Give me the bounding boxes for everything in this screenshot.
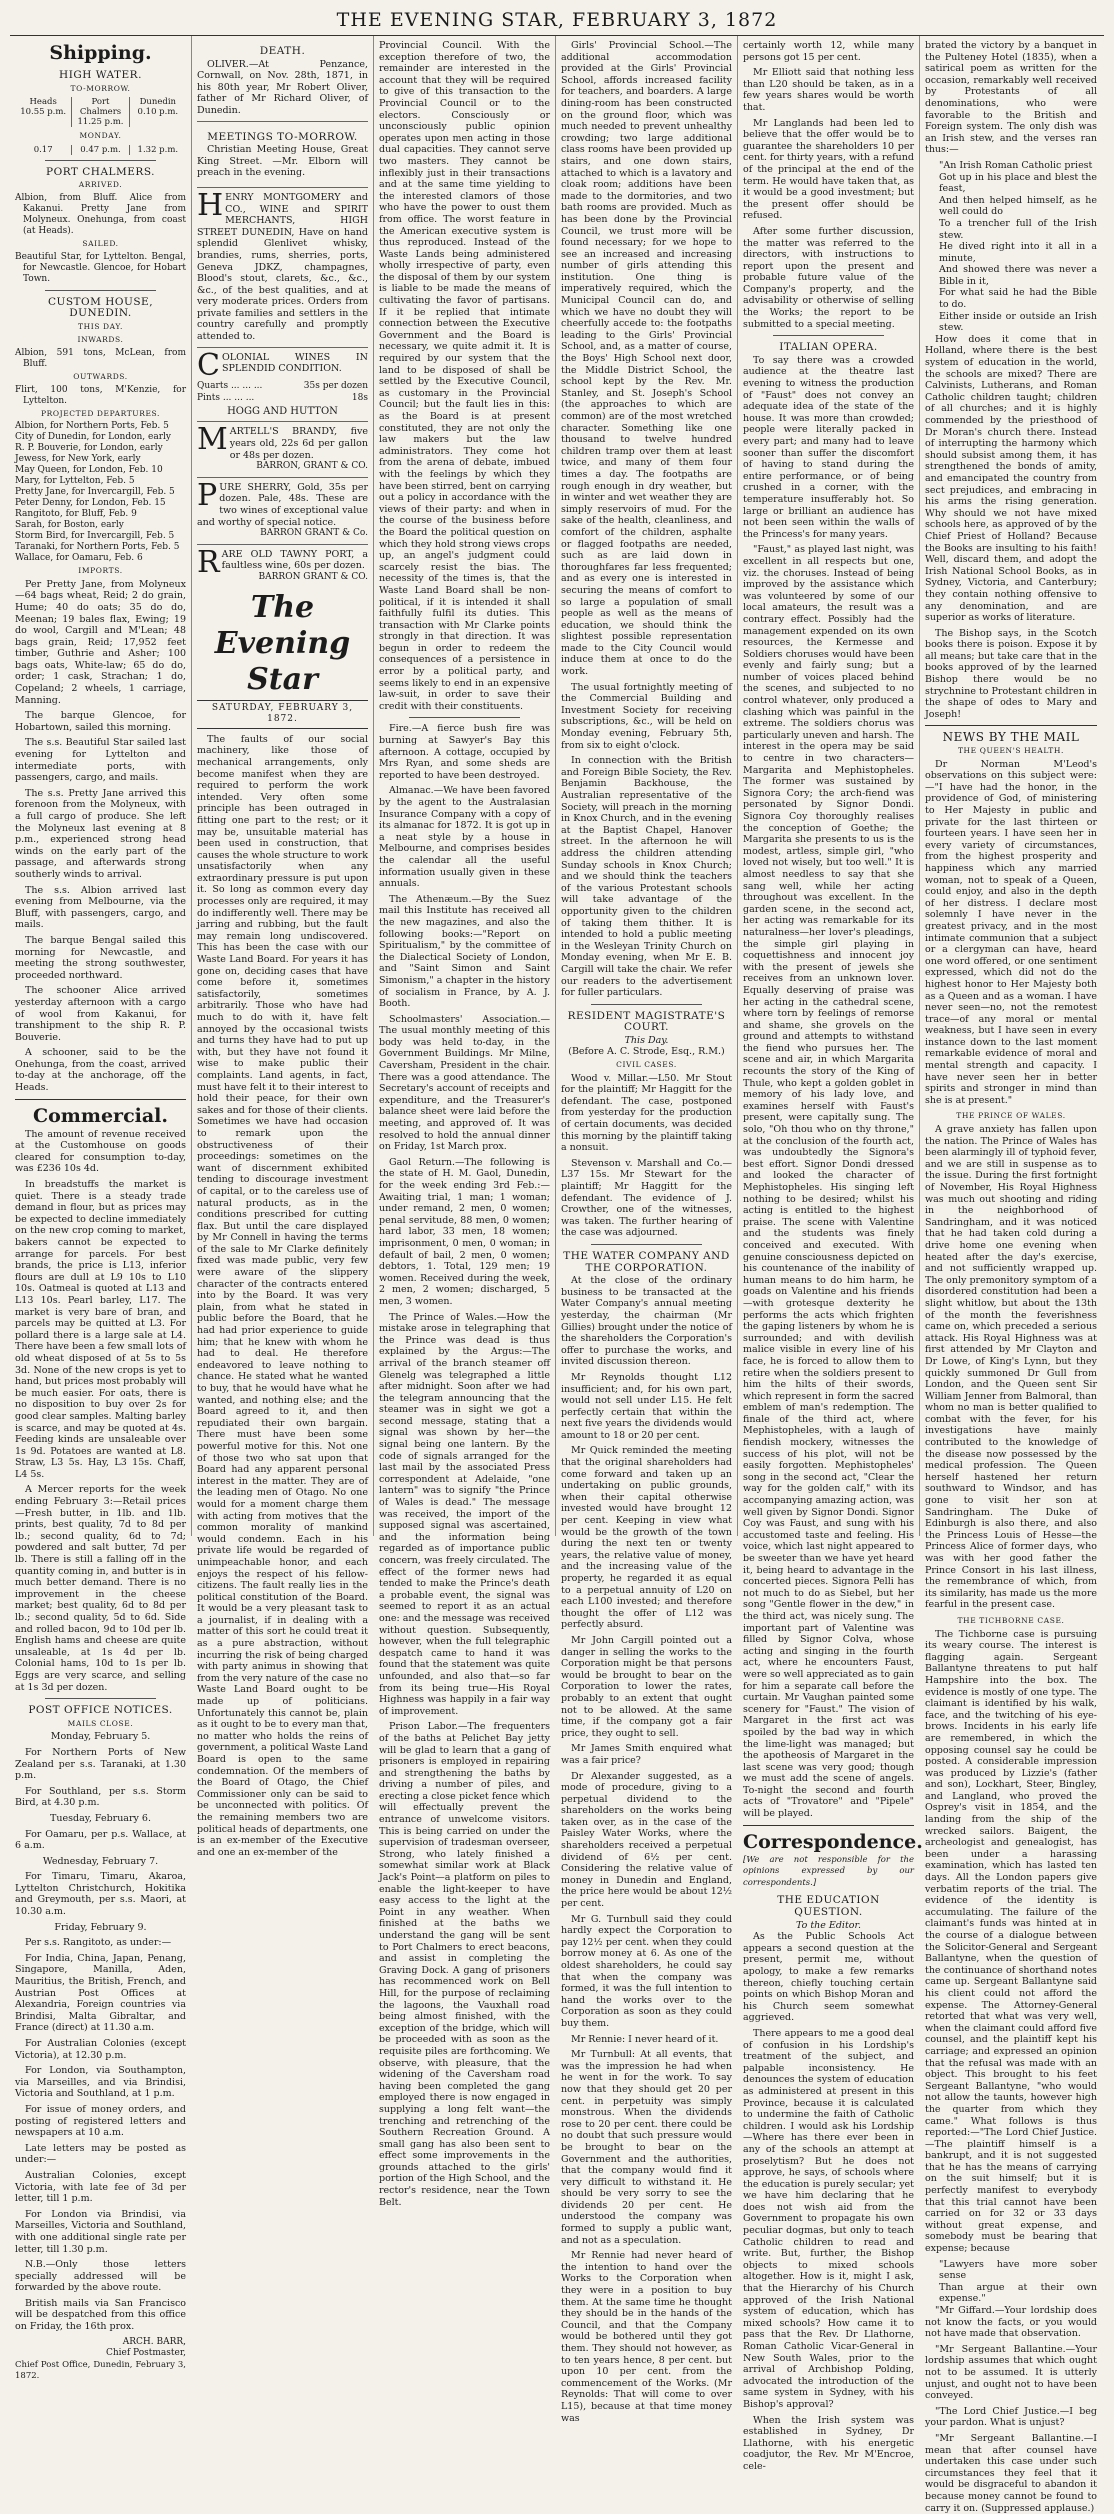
rm-court-heading: RESIDENT MAGISTRATE'S COURT.	[567, 1009, 726, 1034]
divider	[773, 335, 884, 336]
high-water-heading: HIGH WATER.	[59, 69, 142, 81]
imports-label: IMPORTS.	[78, 566, 123, 576]
column-6	[920, 36, 1102, 2514]
price-label: Pints ... ... ...	[197, 393, 255, 404]
monday-label: MONDAY.	[79, 131, 122, 141]
sailed-list: Beautiful Star, for Lyttelton. Bengal, for Newcastle. Glencoe, for Hobart Town.	[15, 251, 186, 284]
list-item: Taranaki, for Northern Ports, Feb. 5	[15, 542, 180, 553]
news-item: Girls' Provincial School.—The additional accommodation provided at the Girls' Provincial School, affords increased facility for teachers, and boarders. A large dining-room has been constructed on the ground floor, which was much needed to prevent unhealthy crowding; two large additional class rooms have been provided up stairs, and one down stairs, attached to which is a lavatory and cloak room; additions have been made to the dormitories, and two bath rooms are provided. Much as has been done by the Provincial Council, we trust more will be found necessary; for we hope to see an increased and increasing number of girls attending this institution. One thing is imperatively required, which the Municipal Council can do, and which we have no doubt they will cheerfully accede to: the footpaths leading to the Girls' Provincial School, and, as a matter of course, the Boys' High School next door, the Middle District School, the school kept by the Rev. Mr. Stanley, and St. Joseph's School (the approaches to which are common) are of the most wretched character. Something like one thousand to twelve hundred children tramp over them at least twice, and many of them four times a day. The footpaths are rough enough in dry weather, but in winter and wet weather they are simply reservoirs of mud. For the sake of the health, cleanliness, and comfort of the children, asphalte or flagged footpaths are needed, such as are laid down in thoroughfares far less frequented; and as every one is interested in securing the means of comfort to so large a population of small people as well as the means of education, we should think the slightest possible representation made to the City Council would induce them at once to do the work.	[561, 40, 732, 678]
projected-list	[15, 421, 186, 564]
list-item: Wallace, for Oamaru, Feb. 6	[15, 553, 143, 564]
opera-para: "Faust," as played last night, was excellent in all respects but one, viz. the choruses. Instead of being improved by the assistance which was volunteered by some of our local amateurs, the result was a contrary effect. Possibly had the management expended on its own resources, the Kermesse and Soldiers choruses would have been evenly and fairly sung; but a number of voices placed behind the scenes, and subjected to no control whatever, only produced a clashing which was painful in the extreme. The soldiers chorus was particularly uneven and harsh. The interest in the opera may be said to centre in two characters—Margarita and Mephistopheles. The former was sustained by Signora Cory; the arch-fiend was personated by Signor Dondi. Signora Coy thoroughly realises the conception of Goethe; the Margarita she presents to us is the modest, artless, simple girl, "who loved not wisely, but too well." It is almost needless to say that she sang well, while her acting throughout was excellent. In the garden scene, in the second act, her acting was remarkable for its naturalness—her lover's pleadings, the simple girl playing in coquettishness and innocent joy with the present of jewels she receives from an unknown lover. Equally deserving of praise was her acting in the cathedral scene, where torn by feelings of remorse and shame, she grovels on the ground and attempts to withstand the fiend who pursues her. The scene and air, in which Margarita recounts the story of the King of Thule, who kept a golden goblet in memory of his lady love, and examines herself with Faust's present, were capitally sung. The solo, "Oh thou who on thy throne," at the conclusion of the fourth act, was undoubtedly the Signora's best effort. Signor Dondi dressed and looked the character of Mephistopheles. His singing left nothing to be desired; whilst his acting is entitled to the highest praise. The scene with Valentine and the students was finely conceived and executed. With genuine consciousness depicted on his countenance of the inability of human means to do him harm, he goads on Valentine and his friends—with grotesque dexterity he performs the acts which frighten the gaping listeners by whom he is surrounded; and with devilish malice visible in every line of his face, he is forced to allow them to retire when the soldiers present to him the hilts of their swords, which represent in form the sacred emblem of man's redemption. The finale of the third act, where Mephistopheles, with a laugh of fiendish mockery, witnesses the success of his plot, will not be easily forgotten. Mephistopheles' song in the second act, "Clear the way for the golden calf," with its accompanying amazing action, was well given by Signor Dondi. Signor Coy was Faust, and sung with his accustomed taste and feeling. His voice, which last night appeared to be sweeter than we have yet heard it, being heard to advantage in the concerted pieces. Signora Pelli has not much to do as Siebel, but her song "Gentle flower in the dew," in the third act, was nicely sung. The important part of Valentine was filled by Signor Colva, whose acting and singing in the fourth act, where he encounters Faust, were so well appreciated as to gain for him a separate call before the curtain. Mr Vaughan painted some scenery for "Faust." The vision of Margaret in the first act was spoiled by the bad way in which the lime-light was managed; but the apotheosis of Margaret in the last scene was very good; though we must add the scene of angels. To-night the second and fourth acts of "Trovatore" and "Pipele" will be played.	[743, 544, 914, 1820]
sailed-label: SAILED.	[82, 238, 119, 248]
price-row	[197, 393, 368, 405]
postmaster-signature: ARCH. BARR,	[122, 2336, 186, 2347]
water-para: After some further discussion, the matter was referred to the directors, with instructions to report upon the present and probable future value of the Company's property, and the advisability or otherwise of selling the Works; the report to be submitted to a special meeting.	[743, 225, 914, 330]
price-label: Quarts ... ... ...	[197, 380, 263, 391]
list-item: Storm Bird, for Invercargill, Feb. 5	[15, 531, 175, 542]
post-para: For Northern Ports of New Zealand per s.s. Taranaki, at 1.30 p.m.	[15, 1746, 186, 1782]
news-para: "Mr Giffard.—Your lordship does not know the facts, or you would not have made that observation.	[925, 2305, 1097, 2340]
outwards-label: OUTWARDS.	[73, 371, 128, 381]
water-para: Mr G. Turnbull said they could hardly expect the Corporation to pay 12½ per cent. when they could borrow money at 6. As one of the oldest shareholders, he could say that when the company was formed, it was the full intention to hand the works over to the Corporation as soon as they could buy them.	[561, 1913, 732, 2029]
commercial-para: A Mercer reports for the week ending February 3:—Retail prices—Fresh butter, in 1lb. and 1lb. prints, best quality, 7d to 8d per lb.; second quality, 6d to 7d; powdered and salt butter, 7d per lb. There is still a falling off in the quantity coming in, and butter is in much better demand. There is no improvement in the cheese market; best quality, 6d to 8d per lb.; second quality, 5d to 6d. Side and rolled bacon, 9d to 10d per lb. English hams and cheese are quite unsaleable, at 1s 4d per lb. Colonial hams, 10d to 1s per lb. Eggs are very scarce, and selling at 1s 3d per dozen.	[15, 1484, 186, 1693]
advert-sherry	[197, 477, 368, 544]
tide-time: 10.55 p.m.	[20, 107, 67, 118]
shipping-news: The s.s. Pretty Jane arrived this forenoon from the Molyneux, with a full cargo of produce. She left the Molyneux last evening at 8 p.m., experienced strong head winds on the early part of the passage, and afterwards strong southerly winds to arrival.	[15, 787, 186, 880]
verse-line: To a trencher full of the Irish stew.	[939, 217, 1097, 241]
water-para: certainly worth 12, while many persons got 15 per cent.	[743, 40, 914, 63]
water-para: Mr John Cargill pointed out a danger in selling the works to the Corporation might be that persons would be brought to bear on the Corporation to lower the rates, probably to an extent that ought not to be allowed. At the same time, if the company got a fair price, they ought to sell.	[561, 1634, 732, 1739]
tide-time: 1.32 p.m.	[137, 144, 179, 155]
meetings-text: Christian Meeting House, Great King Street. —Mr. Elborn will preach in the evening.	[197, 144, 368, 179]
post-para: Late letters may be posted as under:—	[15, 2142, 186, 2166]
drop-cap: C	[197, 347, 220, 383]
tide-dunedin	[130, 97, 186, 127]
advert-text: URE SHERRY, Gold, 35s per dozen. Pale, 48s. These are two wines of exceptional value and worthy of special notice.	[197, 481, 368, 528]
tide-place: Heads	[29, 97, 57, 108]
commercial-para: The amount of revenue received at the Customhouse on goods cleared for consumption to-day, was £236 10s 4d.	[15, 1128, 186, 1175]
advert-colonial-wines	[197, 347, 368, 422]
water-para: Mr Elliott said that nothing less than L20 should be taken, as in a few years shares would be worth that.	[743, 67, 914, 113]
post-para: For London via Brindisi, via Marseilles, Victoria and Southland, with one additional single rate per letter, till 1.30 p.m.	[15, 2208, 186, 2255]
news-para: "The Lord Chief Justice.—I beg your pardon. What is unjust?	[925, 2405, 1097, 2429]
tide-place: Port Chalmers	[79, 97, 122, 118]
imports-text: Per Pretty Jane, from Molyneux—64 bags wheat, Reid; 2 do grain, Hume; 40 do oats; 35 do do, Meenan; 19 bales flax, Ewing; 19 do wool, Cargill and M'Lean; 48 bags grain, Reid; 17,952 feet timber, Guthrie and Asher; 100 bags oats, White-law; 65 do do, order; 1 cask, Strachan; 1 do, Copeland; 2 wheels, 1 carriage, Manning.	[15, 578, 186, 706]
news-item: Fire.—A fierce bush fire was burning at Sawyer's Bay this afternoon. A cottage, occupied by Mrs Ryan, and some sheds are reported to have been destroyed.	[379, 723, 550, 781]
queens-health-label: THE QUEEN'S HEALTH.	[957, 746, 1065, 756]
post-para: For Timaru, Timaru, Akaroa, Lyttelton Christchurch, Hokitika and Greymouth, per s.s. Maori, at 10.30 a.m.	[15, 1871, 186, 1918]
masthead: THE EVENING STAR, FEBRUARY 3, 1872	[10, 7, 1104, 36]
news-para: "Mr Sergeant Ballantine.—I mean that after counsel have undertaken this case under such circumstances they feel that it would be disgraceful to abandon it because money cannot be found to carry it on. (Suppressed applause.)	[925, 2432, 1097, 2514]
commercial-heading: Commercial.	[32, 1104, 169, 1127]
tide-place: Dunedin	[139, 97, 177, 108]
divider	[45, 290, 156, 291]
list-item: Jewess, for New York, early	[15, 454, 141, 465]
verse-line: Got up in his place and blest the feast,	[939, 171, 1097, 195]
post-para: Tuesday, February 6.	[50, 1812, 151, 1824]
news-by-mail-heading: NEWS BY THE MAIL	[942, 730, 1080, 745]
water-company-heading: THE WATER COMPANY AND THE CORPORATION.	[563, 1249, 730, 1274]
paper-title: The Evening Star	[214, 589, 351, 697]
opera-heading: ITALIAN OPERA.	[779, 341, 878, 354]
shipping-news: The s.s. Albion arrived last evening from Melbourne, via the Bluff, with passengers, cargo, and mails.	[15, 884, 186, 931]
verse-block	[925, 160, 1097, 334]
letter-para: There appears to me a good deal of confusion in his Lordship's treatment of the subject, and palpable inconsistency. He denounces the system of education as administered at present in this Province, because it is calculated to undermine the faith of Catholic children. I would ask his Lordship—Where has there ever been in any of the schools an attempt at proselytism? But he does not approve, he says, of schools where the education is purely secular; yet we have him declaring that he does not wish aid from the Government to propagate his own peculiar dogmas, but only to teach Catholic children to read and write. But, further, the Bishop objects to mixed schools altogether. How is it, might I ask, that the Hierarchy of his Church approved of the Irish National system of education, which has mixed schools? How came it to pass that the Rev. Dr Llathorne, Roman Catholic Vicar-General in New South Wales, prior to the arrival of Archbishop Polding, advocated the introduction of the same system in Sydney, with his Bishop's approval?	[743, 2027, 914, 2410]
post-para: N.B.—Only those letters specially addressed will be forwarded by the above route.	[15, 2259, 186, 2294]
water-para: Mr James Smith enquired what was a fair price?	[561, 1743, 732, 1766]
verse-line: Either inside or outside an Irish stew.	[939, 310, 1097, 334]
divider	[45, 1698, 156, 1699]
column-1	[10, 36, 192, 2382]
water-para: Dr Alexander suggested, as a mode of procedure, giving to a perpetual dividend to the shareholders on the works being taken over, as in the case of the Paisley Water Works, where the shareholders received a perpetual dividend of 6½ per cent. Considering the relative value of money in Dunedin and England, the price here would be about 12½ per cent.	[561, 1770, 732, 1910]
dateline: SATURDAY, FEBRUARY 3, 1872.	[197, 700, 368, 729]
post-para: For London, via Southampton, via Marseilles, and via Brindisi, Victoria and Southland, at 1 p.m.	[15, 2065, 186, 2100]
column-2	[192, 36, 374, 1858]
meetings-heading: MEETINGS TO-MORROW.	[207, 130, 358, 143]
tide-table	[15, 97, 186, 127]
divider	[15, 1099, 186, 1100]
advert-montgomery	[197, 187, 368, 347]
tide-time: 11.25 p.m.	[77, 117, 124, 128]
post-office-heading: POST OFFICE NOTICES.	[28, 1704, 173, 1717]
price-value: 18s	[351, 393, 368, 404]
tide-time: 0.10 p.m.	[137, 107, 179, 118]
this-day-label: THIS DAY.	[78, 321, 123, 331]
price-value: 35s per dozen	[303, 380, 368, 391]
arrived-list: Albion, from Bluff. Alice from Kakanui. Pretty Jane from Molyneux. Onehunga, from coast (at Heads).	[15, 192, 186, 236]
list-item: Pretty Jane, for Invercargill, Feb. 5	[15, 487, 175, 498]
news-item: Almanac.—We have been favored by the agent to the Australasian Insurance Company with a copy of its almanac for 1872. It is got up in a neat style by a house in Melbourne, and comprises besides the calendar all the useful information usually given in these annuals.	[379, 785, 550, 890]
letter-para: When the Irish system was established in Sydney, Dr Llathorne, with his energetic coadjutor, the Rev. Mr M'Encroe, cele-	[743, 2414, 914, 2472]
news-item: Gaol Return.—The following is the state of H. M. Gaol, Dunedin, for the week ending 3rd Feb.:—Awaiting trial, 1 man; 1 woman; under remand, 2 men, 0 women; penal servitude, 88 men, 0 women; hard labor, 33 men, 18 women; imprisonment, 0 men, 0 woman; in default of bail, 2 men, 0 women; debtors, 1. Total, 129 men; 19 women. Received during the week, 2 men, 2 women; discharged, 5 men, 3 women.	[379, 1156, 550, 1307]
divider	[591, 1244, 702, 1245]
customs-heading: CUSTOM HOUSE, DUNEDIN.	[47, 295, 154, 320]
column-4	[556, 36, 738, 2424]
post-para: Per s.s. Rangitoto, as under:—	[25, 1937, 172, 1949]
water-para: Mr Rennie: I never heard of it.	[571, 2033, 719, 2045]
list-item: May Queen, for London, Feb. 10	[15, 465, 163, 476]
newspaper-page	[10, 7, 1104, 2514]
column-3	[374, 36, 556, 2208]
rm-day: This Day.	[624, 1034, 669, 1046]
advert-text: ENRY MONTGOMERY and CO., WINE and SPIRIT MERCHANTS, HIGH STREET DUNEDIN, Have on hand splendid Glenlivet whisky, brandies, rums, sherries, ports, Geneva JDKZ, champagnes, Blood's stout, clarets, &c., &c., &c., of the best qualities, and at very moderate prices. Orders from private families and settlers in the country carefully and promptly attended to.	[197, 191, 368, 343]
shipping-heading: Shipping.	[49, 42, 152, 64]
to-editor: To the Editor.	[795, 1919, 862, 1931]
letter-para: brated the victory by a banquet in the Pulteney Hotel (1835), when a satirical poem as written for the occasion, remarkably well received by Protestants of all denominations, who were favorable to the British and Foreign system. The only dish was an Irish stew, and the verses ran thus:—	[925, 40, 1097, 156]
post-para: British mails via San Francisco will be despatched from this office on Friday, the 16th prox.	[15, 2297, 186, 2333]
verse-line: Than argue at their own expense."	[939, 2281, 1097, 2305]
shipping-news: The barque Glencoe, for Hobartown, sailed this morning.	[15, 710, 186, 733]
drop-cap: P	[197, 477, 218, 513]
death-notice: OLIVER.—At Penzance, Cornwall, on Nov. 28th, 1871, in his 80th year, Mr Robert Oliver, father of Mr Richard Oliver, of Dunedin.	[197, 58, 368, 116]
post-para: Wednesday, February 7.	[42, 1855, 159, 1867]
water-para: Mr Turnbull: At all events, that was the impression he had when he went in for the work. To say now that they should get 20 per cent. in perpetuity was simply monstrous. When the dividends rose to 20 per cent. there could be no doubt that such pressure would be brought to bear on the Government and the authorities, that the company would find it very difficult to withstand it. He should be very sorry to see the dividends 20 per cent. He understood the company was formed to supply a public want, and not as a speculation.	[561, 2049, 732, 2246]
post-office-place: Chief Post Office, Dunedin, February 3, 1872.	[15, 2359, 186, 2382]
columns	[10, 36, 1104, 2514]
advert-firm: HOGG AND HUTTON	[227, 405, 338, 417]
education-heading: THE EDUCATION QUESTION.	[777, 1894, 880, 1919]
water-para: Mr Rennie had never heard of the intention to hand over the Works to the Corporation when they were in a position to buy them. At the same time he thought they should be in the hands of the Council, and that the Company would be bothered until they got them. They should not however, as to ten years hence, 8 per cent. but upon 10 per cent. from the commencement of the Works. (Mr Reynolds: That will come to over L15), because at that time money was	[561, 2250, 732, 2424]
news-item: In connection with the British and Foreign Bible Society, the Rev. Benjamin Backhouse, the Australian representative of the Society, will preach in the morning in Knox Church, and in the evening at the Baptist Chapel, Hanover street. In the afternoon he will address the children attending Sunday schools in Knox Church; and we should think the teachers of the various Protestant schools will take advantage of the opportunity given to the children of taking them thither. It is intended to hold a public meeting in the Wesleyan Trinity Church on Monday evening, when Mr E. B. Cargill will take the chair. We refer our readers to the advertisement for fuller particulars.	[561, 755, 732, 999]
news-para: The Tichborne case is pursuing its weary course. The interest is flagging again. Sergeant Ballantyne threatens to put half Hampshire into the box. The evidence is mostly of one type. The claimant is identified by his walk, face, and the twitching of his eye-brows. Incidents in his early life are remembered, in which the opposing counsel say he could be posted. A considerable impression was produced by Lizzie's (father and son), Lockhart, Steer, Bingley, and Langland, who proved the Osprey's visit in 1854, and the landing from the ship of the wrecked sailors. Baigent, the archeologist and genealogist, has been under a harassing examination, which has lasted ten days. All the London papers give verbatim reports of the trial. The evidence of the identity is accumulating. The failure of the claimant's funds was hinted at in the course of a dialogue between the Solicitor-General and Sergeant Ballantyne, when the question of the continuance of shorthand notes came up. Sergeant Ballantyne said his client could not afford the expense. The Attorney-General retorted that what was very well, when the claimant could afford five counsel, and the plaintiff kept his carriage; and expressed an opinion that the refusal was made with an object. This brought to his feet Sergeant Ballantyne, "who would not allow the taunts, however high the quarter from which they came." What follows is thus reported:—"The Lord Chief Justice.—The plaintiff himself is a bankrupt, and it is not suggested that he has the means of carrying on the suit himself; but it is perfectly manifest to everybody that this trial cannot have been carried on for 32 or 33 days without great expense, and somebody must be bearing that expense; because	[925, 1628, 1097, 2255]
tide-table-monday	[15, 145, 186, 155]
list-item: City of Dunedin, for London, early	[15, 432, 171, 443]
news-item: The Prince of Wales.—How the mistake arose in telegraphing that the Prince was dead is thus explained by the Argus:—The arrival of the branch steamer off Glenelg was telegraphed a little after midnight. Soon after we had the telegram announcing that the steamer was in sight we got a second message, stating that a signal was shown by her—the signal being one lantern. By the code of signals arranged for the last mail by the associated Press correspondent at Adelaide, "one lantern" was to signify "the Prince of Wales is dead." The message was received, the import of the supposed signal was ascertained, and the information being regarded as of importance public concern, was freely circulated. The effect of the former news had tended to make the Prince's death a probable event, the signal was seemed to report it as an actual one: and the message was received without question. Subsequently, however, when the full telegraphic despatch came to hand it was found that the statement was quite unfounded, and also that—so far from its being true—His Royal Highness was happily in a fair way of improvement.	[379, 1311, 550, 1717]
list-item: Sarah, for Boston, early	[15, 520, 124, 531]
news-para: "Mr Sergeant Ballantine.—Your lordship assumes that which ought not to be assumed. It is utterly unjust, and ought not to have been conveyed.	[925, 2343, 1097, 2402]
rm-before: (Before A. C. Strode, Esq., R.M.)	[568, 1046, 725, 1058]
divider	[591, 1004, 702, 1005]
water-para: Mr Reynolds thought L12 insufficient; and, for his own part, would not sell under L15. He felt perfectly certain that within the next five years the dividends would amount to 18 or 20 per cent.	[561, 1371, 732, 1441]
post-para: For Australian Colonies (except Victoria), at 12.30 p.m.	[15, 2038, 186, 2061]
death-heading: DEATH.	[259, 45, 306, 57]
shipping-news: A schooner, said to be the Onehunga, from the coast, arrived to-day at the anchorage, off the Heads.	[15, 1047, 186, 1094]
verse-line: And then helped himself, as he well could do	[939, 194, 1097, 218]
advert-text: ARTELL'S BRANDY, five years old, 22s 6d per gallon or 48s per dozen.	[229, 426, 368, 461]
tide-time: 0.17	[15, 145, 72, 155]
news-item: Prison Labor.—The frequenters of the baths at Pelichet Bay jetty will be glad to learn that a gang of prisoners is employed in repairing and strengthening the baths by driving a number of piles, and erecting a close picket fence which will effectually prevent the entrance of unwelcome visitors. This is being carried on under the supervision of tradesman overseer, Strong, who lately finished a somewhat similar work at Black Jack's Point—a platform on piles to enable the light-keeper to have easy access to the light at the Point in any weather. When finished at the baths we understand the gang will be sent to Port Chalmers to erect beacons, and assist in completing the Graving Dock. A gang of prisoners has recommenced work on Bell Hill, for the purpose of reclaiming the lagoons, the Vauxhall road being almost finished, with the exception of the bridge, which will be proceeded with as soon as the requisite piles are forthcoming. We observe, with pleasure, that the widening of the Caversham road having been completed the gang employed there is now engaged in supplying a long felt want—the trenching and retrenching of the Southern Recreation Ground. A small gang has also been sent to effect some improvements in the grounds attached to the girls' portion of the High School, and the rector's residence, near the Town Belt.	[379, 1721, 550, 2208]
tide-heads	[15, 97, 72, 127]
verse-line: He dived right into it all in a minute,	[939, 241, 1097, 264]
leader-para: Provincial Council. With the exception therefore of two, the remainder are interested in the account that they will be required to give of this transaction to the Provincial Council or to the electors. Consciously or unconsciously public opinion operates upon men acting in those dual capacities. They cannot serve two masters. They cannot be inflexibly just in their transactions and at the same time yielding to the interested clamors of those who have the power to oust them from office. The worst feature in the American executive system is thus reproduced. Instead of the Waste Lands being administered wholly irrespective of party, even the disposal of them by our system is liable to be made the means of cultivating the favor of partisans. If it be replied that intimate connection between the Executive Government and the Board is necessary, we quite admit it. It is required by our system that the land to be disposed of shall be settled by the Executive Council, as customary in the Provincial Council; but the fault lies in this: as the Board is at present constituted, they are not only the law makers but the law administrators. They come hot from the arena of debate, imbued with the feelings by which they have been stirred, bent on carrying out a policy in accordance with the views of their party: and when in the course of the business before the Board the political question on which they hold strong views crops up, an angel's judgment could scarcely resist the bias. The necessity of the times is, that the Waste Land Board shall be non-political, if it is intended it shall faithfully fulfil its duties. This transaction with Mr Clarke points strongly in that direction. It was begun in order to redeem the consequences of a persistence in error by a political party, and seems likely to end in an expensive law-suit, in order to save their credit with their constituents.	[379, 40, 550, 712]
mails-close-label: MAILS CLOSE.	[67, 1718, 134, 1728]
correspondence-note: [We are not responsible for the opinions expressed by our correspondents.]	[743, 1854, 914, 1888]
tichborne-label: THE TICHBORNE CASE.	[957, 1615, 1065, 1625]
inwards-label: INWARDS.	[77, 335, 124, 345]
divider	[743, 1825, 914, 1826]
news-para: A grave anxiety has fallen upon the nation. The Prince of Wales has been alarmingly ill of typhoid fever, and we are still in suspense as to the issue. During the first fortnight of November, His Royal Highness was much out shooting and riding in the neighborhood of Sandringham, and it was noticed that he had taken cold during a drive home one evening when heated after the day's exercise, and not sufficiently wrapped up. The only premonitory symptom of a disordered constitution had been a slight whitlow, but about the 13th of the month the feverishness came on, which preceded a serious attack. His Royal Highness was at first attended by Mr Clayton and Dr Lowe, of King's Lynn, but they quickly summoned Dr Gull from London, and the Queen sent Sir William Jenner from Balmoral, than whom no man is better qualified to combat with the fever, for his investigations have mainly contributed to the knowledge of the disease now possessed by the medical profession. The Queen herself hastened her return southward to Windsor, and has gone to visit her son at Sandringham. The Duke of Edinburgh is also there, and also the Princess Louis of Hesse—the Princess Alice of former days, who was with her good father the Prince Consort in his last illness, the remembrance of which, from its similarity, has made us the more fearful in the present case.	[925, 1124, 1097, 1611]
drop-cap: H	[197, 187, 224, 223]
letter-para: The Bishop says, in the Scotch books there is poison. Expose it by all means; but take care that in the books approved of by the learned Bishop there would be no strychnine to Protestant children in the shape of odes to Mary and Joseph!	[925, 627, 1097, 720]
correspondence-heading: Correspondence.	[743, 1830, 923, 1853]
post-para: For Oamaru, per p.s. Wallace, at 6 a.m.	[15, 1828, 186, 1852]
water-para: Mr Langlands had been led to believe that the offer would be to guarantee the shareholders 10 per cent. for thirty years, with a refund of the principal at the end of the term. He would have taken that, as it would be a good investment; but the present offer should be refused.	[743, 117, 914, 222]
post-para: For issue of money orders, and posting of registered letters and newspapers at 10 a.m.	[15, 2103, 186, 2139]
port-chalmers-heading: PORT CHALMERS.	[46, 165, 155, 178]
news-item: The usual fortnightly meeting of the Commercial Building and Investment Society for receiving subscriptions, &c., will be held on Monday evening, February 5th, from six to eight o'clock.	[561, 681, 732, 751]
tomorrow-label: TO-MORROW.	[70, 83, 131, 93]
leader-para: The faults of our social machinery, like those of mechanical arrangements, only become manifest when they are required to perform the work intended. Very often some principle has been outraged in fitting one part to the rest; or it may be, unsuitable material has been used in construction, that causes the whole structure to work unsatisfactorily when any extraordinary pressure is put upon it. So long as common every day processes only are required, it may do indifferently well. There may be jarring and rubbing, but the fault may remain long undiscovered. This has been the case with our Waste Land Board. For years it has gone on, deciding cases that have come before it, sometimes satisfactorily, sometimes arbitrarily. Those who have had much to do with it, have felt annoyed by the occasional twists and turns they have had to put up with, but they have not found it wise to make public their complaints. Land agents, in fact, must have felt it to their interest to hold their peace, for their own sakes and for those of their clients. Sometimes we have had occasion to remark upon the obstructiveness of their proceedings: sometimes on the want of discernment exhibited tending to discourage investment of capital, or to the careless use of natural products, as in the conditions prescribed for cutting flax. But until the care displayed by Mr Connell in having the terms of the sale to Mr Clarke definitely fixed was made public, very few were aware of the slippery character of the contracts entered into by the Board. It was very plain, from what he stated in public before the Board, that he had had prior experience to guide him; that he knew with whom he had to deal. He therefore endeavored to leave nothing to chance. He stated what he wanted to buy, that he would have what he wanted, and nothing else; and the Board agreed to it, and then repudiated their own bargain. There must have been some powerful motive for this. Not one of those two who sat upon that Board had any apparent personal interest in the matter. They are of the leading men of Otago. No one would for a moment charge them with acting from motives that the common morality of mankind would condemn. Each in his private life would be regarded of unimpeachable honor, and each enjoys the respect of his fellow-citizens. The fault really lies in the political constitution of the Board. It would be a very pleasant task to a journalist, if in dealing with a matter of this sort he could treat it as a pure abstraction, without incurring the risk of being charged with party animus in showing that from the very nature of the case no Waste Land Board ought to be made up of politicians. Unfortunately this cannot be, plain as it ought to be to every man that, no matter who holds the reins of government, a political Waste Land Board is open to the same condemnation. Of the members of the Board of Otago, the Chief Commissioner only can be said to be unconnected with politics. Of the remaining members two are political heads of departments, one is an ex-member of the Executive and one an ex-member of the	[197, 733, 368, 1858]
list-item: Rangitoto, for Bluff, Feb. 9	[15, 509, 137, 520]
post-para: Friday, February 9.	[54, 1921, 147, 1933]
advert-text: ARE OLD TAWNY PORT, a faultless wine, 60s per dozen.	[221, 548, 368, 572]
arrived-label: ARRIVED.	[78, 180, 123, 190]
tide-time: 0.47 p.m.	[72, 145, 129, 155]
tide-port-chalmers	[72, 97, 129, 127]
divider	[925, 725, 1097, 726]
post-para: Australian Colonies, except Victoria, with late fee of 3d per letter, till 1 p.m.	[15, 2169, 186, 2205]
commercial-para: In breadstuffs the market is quiet. There is a steady trade demand in flour, but as prices may be expected to decline immediately on the new crop coming to market, bakers cannot be expected to arrange for parcels. For best brands, the price is L13, inferior flours are dull at L9 10s to L10 10s. Oatmeal is quoted at L13 and L13 10s. Pearl barley, L17. The market is very bare of bran, and parcels may be quitted at L3. For pollard there is a large sale at L4. There have been a few small lots of old wheat disposed of at 5s to 5s 3d. None of the new crops is yet to hand, but prices most probably will be much easier. For oats, there is no disposition to buy over 2s for good clear samples. Malting barley is scarce, and may be quoted at 4s. Feeding kinds are unsaleable over 1s 9d. Potatoes are wanted at L8. Straw, L3 5s. Hay, L3 15s. Chaff, L4 5s.	[15, 1179, 186, 1480]
verse-line: For what said he had the Bible to do.	[939, 287, 1097, 311]
price-row	[197, 381, 368, 393]
divider	[409, 717, 520, 718]
opera-para: To say there was a crowded audience at the theatre last evening to witness the production of "Faust" does not convey an adequate idea of the state of the house. It was more than crowded; people were literally packed in every part; and many had to leave sooner than suffer the discomfort of having to stand during the entire performance, or of being crushed in a corner, with the temperature insufferably hot. So large or brilliant an audience has not been seen within the walls of the Princess's for many years.	[743, 354, 914, 540]
post-para: Monday, February 5.	[50, 1731, 151, 1743]
post-para: For India, China, Japan, Penang, Singapore, Manilla, Aden, Mauritius, the British, French, and Austrian Post Offices at Alexandria, Foreign countries via Brindisi, Malta Gibraltar, and France (direct) at 11.30 a.m.	[15, 1952, 186, 2034]
list-item: Mary, for Lyttelton, Feb. 5	[15, 476, 135, 487]
shipping-news: The s.s. Beautiful Star sailed last evening for Lyttelton and intermediate ports, with passengers, cargo, and mails.	[15, 737, 186, 784]
verse-line: "An Irish Roman Catholic priest	[939, 159, 1093, 171]
column-5	[738, 36, 923, 2472]
verse-line: "Lawyers have more sober sense	[939, 2258, 1097, 2282]
outwards-text: Flirt, 100 tons, M'Kenzie, for Lyttelton.	[15, 384, 186, 406]
prince-label: THE PRINCE OF WALES.	[956, 1111, 1066, 1121]
projected-label: PROJECTED DEPARTURES.	[40, 408, 160, 418]
drop-cap: M	[197, 422, 228, 458]
list-item: Peter Denny, for London, Feb. 15	[15, 498, 166, 509]
verse-line: And showed there was never a Bible in it,	[939, 264, 1097, 287]
water-para: Mr Quick reminded the meeting that the original shareholders had come forward and taken up an undertaking on public grounds, when their capital otherwise invested would have brought 12 per cent. Keeping in view what would be the growth of the town during the next ten or twenty years, the relative value of money, and the increasing value of the property, he regarded it as equal to a perpetual annuity of L20 on each L100 invested; and therefore thought the offer of L12 was perfectly absurd.	[561, 1445, 732, 1631]
meetings-block	[197, 121, 368, 187]
civil-cases-label: CIVIL CASES.	[616, 1060, 677, 1070]
advert-firm: BARRON GRANT & CO.	[258, 571, 368, 582]
advert-martell	[197, 421, 368, 476]
advert-port	[197, 544, 368, 588]
shipping-news: The barque Bengal sailed this morning for Newcastle, and meeting the strong southwester, proceeded northward.	[15, 934, 186, 981]
water-para: At the close of the ordinary business to be transacted at the Water Company's annual meeting yesterday, the chairman (Mr Gillies) brought under the notice of the shareholders the Corporation's offer to purchase the works, and invited discussion thereon.	[561, 1275, 732, 1368]
advert-firm: BARRON, GRANT & CO.	[256, 461, 368, 472]
advert-text: OLONIAL WINES IN SPLENDID CONDITION.	[221, 351, 368, 375]
inwards-text: Albion, 591 tons, McLean, from Bluff.	[15, 347, 186, 369]
news-item: Schoolmasters' Association.—The usual monthly meeting of this body was held to-day, in the Government Buildings. Mr Milne, Caversham, President in the chair. There was a good attendance. The Secretary's account of receipts and expenditure, and the Treasurer's balance sheet were laid before the meeting, and approved of. It was resolved to hold the annual dinner on Friday, 1st March prox.	[379, 1013, 550, 1153]
court-para: Stevenson v. Marshall and Co.—L37 15s. Mr Stewart for the plaintiff; Mr Haggitt for the defendant. The evidence of J. Crowther, one of the witnesses, was taken. The further hearing of the case was adjourned.	[561, 1157, 732, 1239]
list-item: Albion, for Northern Ports, Feb. 5	[15, 421, 169, 432]
news-para: Dr Norman M'Leod's observations on this subject were:—"I have had the honor, in the providence of God, of ministering to Her Majesty in public and private for the last thirteen or fourteen years. I have seen her in every variety of circumstances, from the highest prosperity and happiness which any married woman, not to speak of a Queen, could enjoy, and also in the depth of her distress. I declare most solemnly I have never in the greatest privacy, and in the most intimate communion that a subject or a clergyman can have, heard one word offered, or one sentiment expressed, which did not do the highest honor to Her Majesty both as a Queen and as a woman. I have never seen—no, not the remotest trace—of any moral or mental weakness, but I have seen in every instance down to the last moment remarkable evidence of moral and mental strength and capacity. I have never seen her in better spirits and stronger in mind than she is at present."	[925, 758, 1097, 1106]
court-para: Wood v. Millar.—L50. Mr Stout for the plaintiff; Mr Haggitt for the defendant. The case, postponed from yesterday for the production of certain documents, was decided this morning by the plaintiff taking a nonsuit.	[561, 1072, 732, 1154]
news-item: The Athenæum.—By the Suez mail this Institute has received all the new magazines, and also the following books:—"Report on Spiritualism," by the committee of the Dialectical Society of London, and "Saint Simon and Saint Simonism," a chapter in the history of socialism in France, by A. J. Booth.	[379, 893, 550, 1010]
advert-firm: BARRON GRANT & Co.	[260, 528, 368, 539]
letter-para: As the Public Schools Act appears a second question at the present, permit me, without apology, to make a few remarks thereon, chiefly touching certain points on which Bishop Moran and his Church seem somewhat aggrieved.	[743, 1931, 914, 2024]
letter-para: How does it come that in Holland, where there is the best system of education in the world, the schools are mixed? There are Calvinists, Lutherans, and Roman Catholic children taught; children of all churches; and it is highly commended by the priesthood of Dr Moran's church there. Instead of interrupting the harmony which should subsist among them, it has strengthened the bonds of amity, and emancipated the country from sect prejudices, and embracing in his arms the rising generation. Why should we not have mixed schools here, as approved of by the Chief Priest of Holland? Because the Books are insulting to his faith! Well, discard them, and adopt the Irish National School Books, as in Sydney, Victoria, and Canterbury; they contain nothing offensive to any denomination, and are superior as works of literature.	[925, 333, 1097, 624]
postmaster-title: Chief Postmaster,	[105, 2348, 186, 2359]
drop-cap: R	[197, 544, 220, 580]
divider	[45, 160, 156, 161]
post-para: For Southland, per s.s. Storm Bird, at 4.30 p.m.	[15, 1785, 186, 1809]
shipping-news: The schooner Alice arrived yesterday afternoon with a cargo of wool from Kakanui, for transhipment to the ship R. P. Bouverie.	[15, 985, 186, 1043]
list-item: R. P. Bouverie, for London, early	[15, 443, 163, 454]
